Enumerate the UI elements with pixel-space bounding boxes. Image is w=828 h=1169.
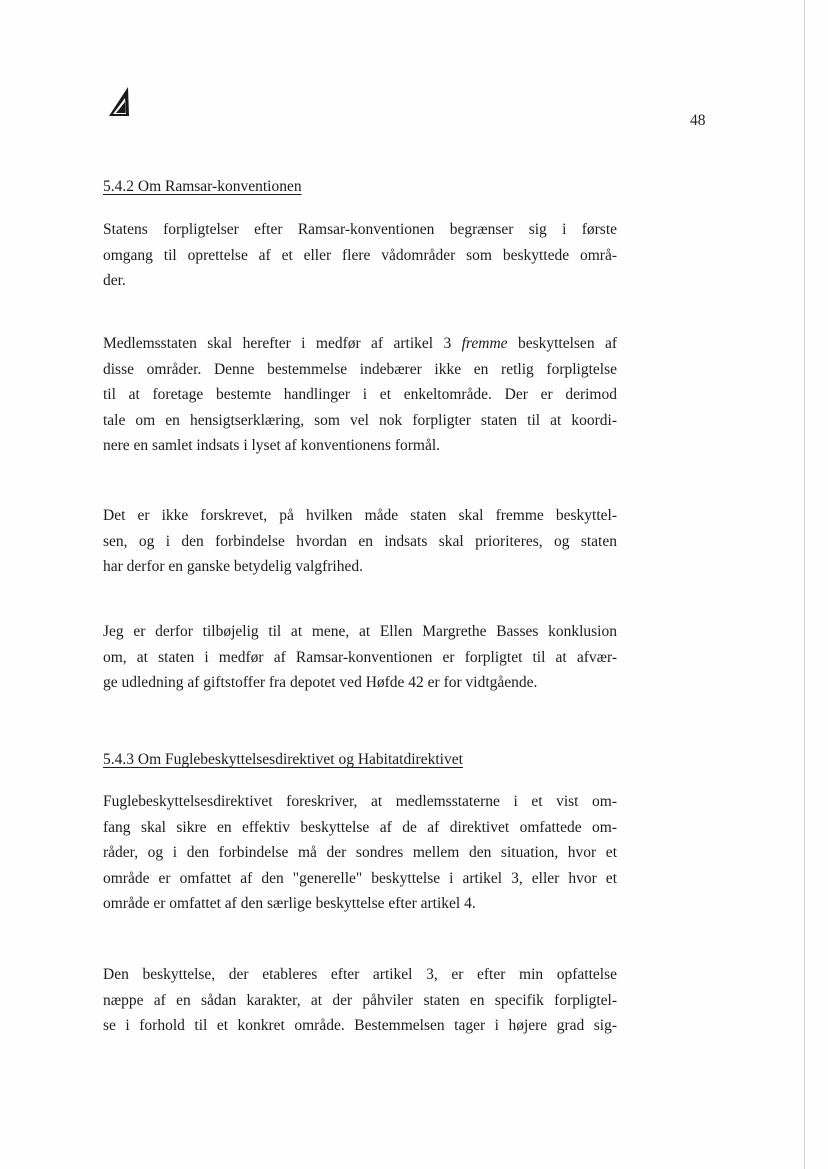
section-heading-5-4-2: 5.4.2 Om Ramsar-konventionen bbox=[103, 178, 302, 195]
text-line: Fuglebeskyttelsesdirektivet foreskriver, at medlemsstaterne i et vist om- bbox=[103, 793, 617, 810]
text-line: om, at staten i medfør af Ramsar-konventionen er forpligtet til at afvær- bbox=[103, 648, 617, 666]
paragraph bbox=[103, 217, 617, 294]
paragraph bbox=[103, 503, 617, 580]
text-line: Det er ikke forskrevet, på hvilken måde staten skal fremme beskyttel- bbox=[103, 507, 617, 524]
section-heading-5-4-3: 5.4.3 Om Fuglebeskyttelsesdirektivet og Habitatdirektivet bbox=[103, 751, 463, 768]
text-line: Den beskyttelse, der etableres efter artikel 3, er efter min opfattelse bbox=[103, 966, 617, 983]
text-line: sen, og i den forbindelse hvordan en indsats skal prioriteres, og staten bbox=[103, 532, 617, 550]
paragraph bbox=[103, 331, 617, 459]
text-line: område er omfattet af den særlige beskyttelse efter artikel 4. bbox=[103, 895, 476, 912]
text-line: der. bbox=[103, 272, 126, 289]
text-line bbox=[103, 331, 617, 357]
text-line: se i forhold til et konkret område. Bestemmelsen tager i højere grad sig- bbox=[103, 1017, 617, 1034]
text-line: fang skal sikre en effektiv beskyttelse af de af direktivet omfattede om- bbox=[103, 818, 617, 836]
emphasis: fremme bbox=[461, 335, 508, 352]
paragraph bbox=[103, 619, 617, 696]
text-line: tale om en hensigtserklæring, som vel nok forpligter staten til at koordi- bbox=[103, 411, 617, 429]
text-line: disse områder. Denne bestemmelse indebærer ikke en retlig forpligtelse bbox=[103, 360, 617, 378]
text-line: ge udledning af giftstoffer fra depotet ved Høfde 42 er for vidtgående. bbox=[103, 674, 538, 691]
text-line: Statens forpligtelser efter Ramsar-konventionen begrænser sig i første bbox=[103, 221, 617, 238]
paragraph bbox=[103, 962, 617, 1039]
text-line: råder, og i den forbindelse må der sondres mellem den situation, hvor et bbox=[103, 844, 617, 861]
paragraph bbox=[103, 789, 617, 917]
page-number: 48 bbox=[690, 112, 706, 129]
triangle-logo-icon bbox=[108, 86, 132, 118]
text-line: nere en samlet indsats i lyset af konventionens formål. bbox=[103, 437, 441, 454]
page-edge-line bbox=[804, 0, 805, 1169]
text-line-start: Medlemsstaten skal herefter i medfør af artikel 3 fremme beskyttelsen af bbox=[103, 335, 618, 352]
text-line: område er omfattet af den "generelle" beskyttelse i artikel 3, eller hvor et bbox=[103, 869, 617, 887]
text-line: næppe af en sådan karakter, at der påhviler staten en specifik forpligtel- bbox=[103, 991, 617, 1009]
text-line: til at foretage bestemte handlinger i et enkeltområde. Der er derimod bbox=[103, 386, 617, 403]
text-line: har derfor en ganske betydelig valgfrihed. bbox=[103, 558, 363, 575]
text-line: omgang til oprettelse af et eller flere vådområder som beskyttede områ- bbox=[103, 246, 617, 264]
text-line: Jeg er derfor tilbøjelig til at mene, at Ellen Margrethe Basses konklusion bbox=[103, 623, 617, 640]
